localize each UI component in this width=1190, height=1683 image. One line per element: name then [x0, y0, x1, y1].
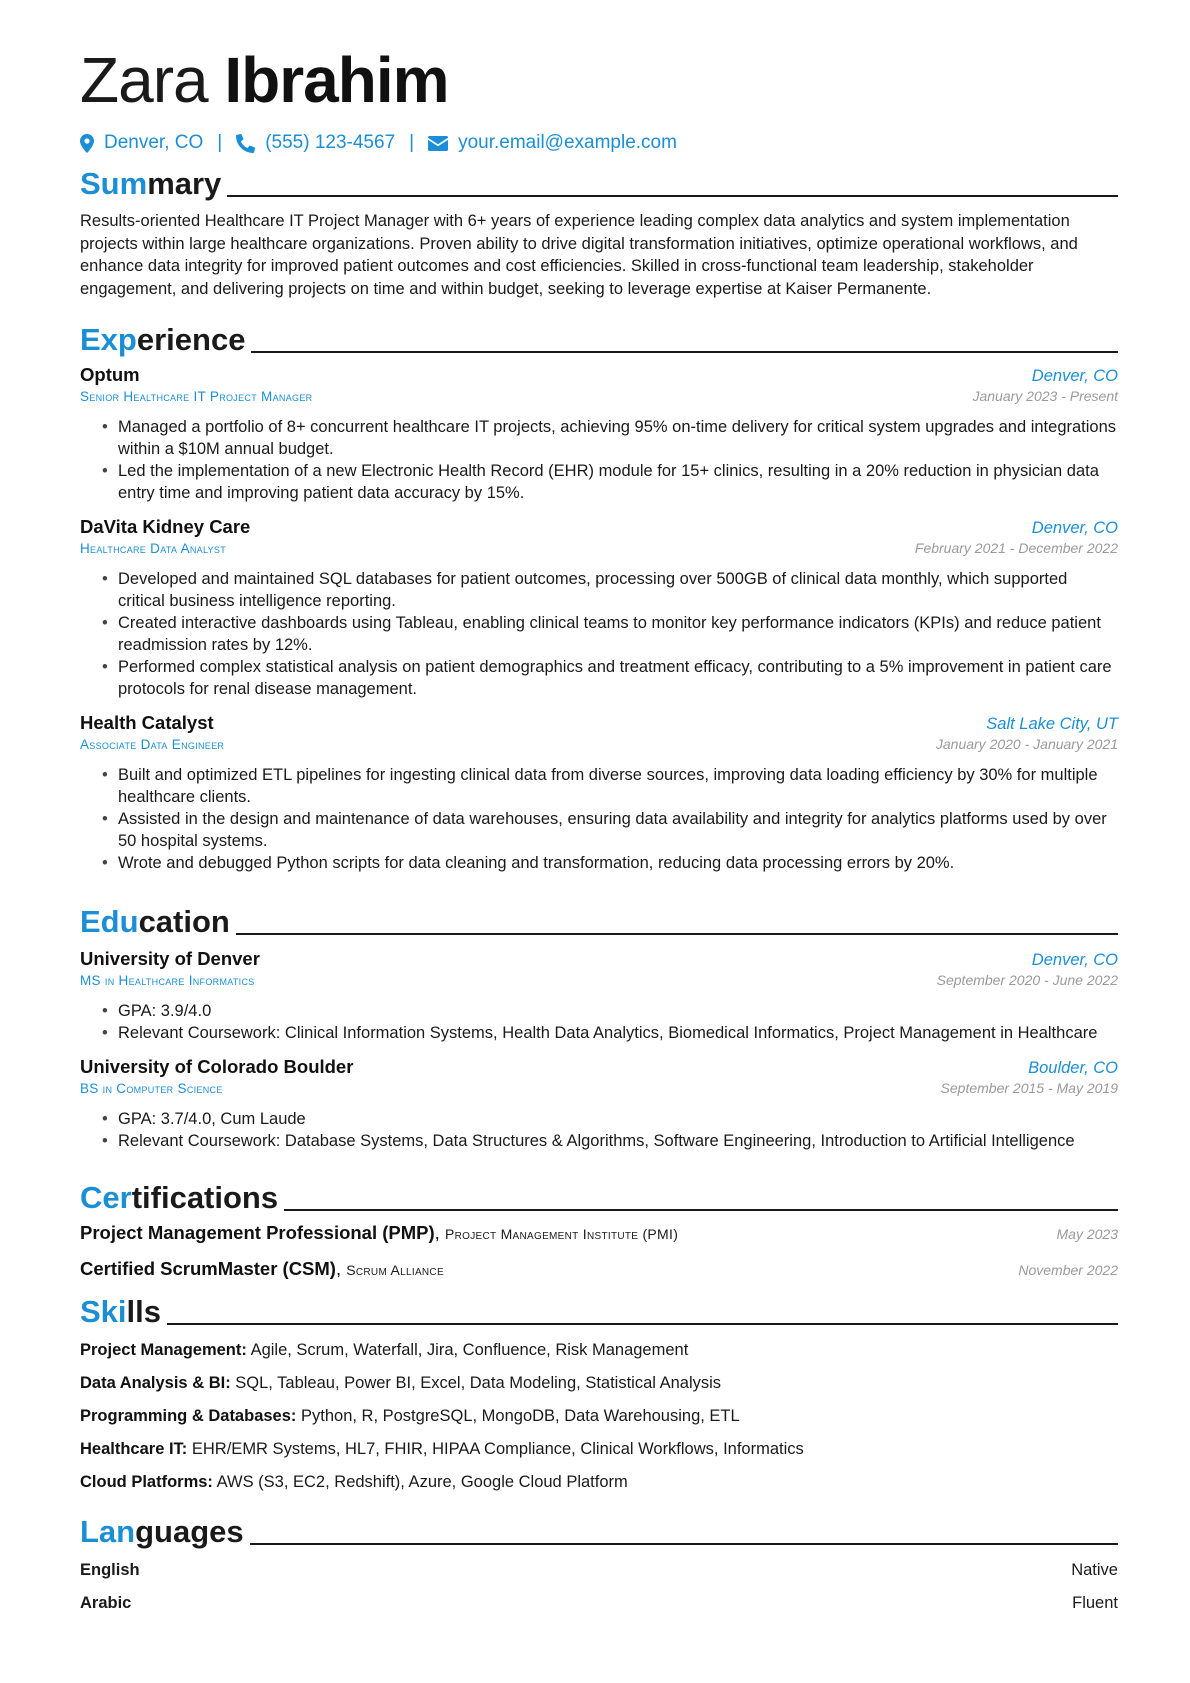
section-rule	[251, 351, 1118, 353]
company-name: DaVita Kidney Care	[80, 516, 251, 537]
map-marker-icon	[80, 134, 94, 153]
job-bullet: • Developed and maintained SQL databases for patient outcomes, processing over 500GB of clinical data monthly, which supported critical business intelligence reporting.	[118, 568, 1118, 612]
skill-values: Agile, Scrum, Waterfall, Jira, Confluence, Risk Management	[250, 1341, 689, 1359]
certification-issuer: Scrum Alliance	[346, 1262, 444, 1278]
section-header	[80, 318, 1118, 358]
section-header	[80, 1176, 1118, 1216]
section-title: Summary	[80, 166, 222, 201]
job-bullet: • Led the implementation of a new Electronic Health Record (EHR) module for 15+ clinics, resulting in a 20% reduction in physician data entry time and improving patient data accuracy by 15%.	[118, 460, 1118, 504]
school-dates: September 2015 - May 2019	[940, 1080, 1118, 1096]
contact-phone[interactable]	[236, 132, 395, 154]
section-title: Experience	[80, 322, 246, 357]
skills-section	[80, 1290, 1118, 1499]
school-dates: September 2020 - June 2022	[936, 972, 1118, 988]
section-title: Education	[80, 904, 230, 939]
skill-row	[80, 1466, 1118, 1499]
degree: MS in Healthcare Informatics	[80, 973, 255, 988]
school-bullet: • Relevant Coursework: Database Systems, Data Structures & Algorithms, Software Engineering, Introduction to Artificial Intelligence	[118, 1130, 1118, 1152]
language-row	[80, 1587, 1118, 1620]
skill-category: Cloud Platforms:	[80, 1473, 213, 1491]
school-entry	[80, 948, 1118, 1044]
job-bullet: • Created interactive dashboards using Tableau, enabling clinical teams to monitor key performance indicators (KPIs) and reduce patient readmission rates by 12%.	[118, 612, 1118, 656]
job-bullet: • Wrote and debugged Python scripts for data cleaning and transformation, reducing data processing errors by 20%.	[118, 852, 1118, 874]
school-name: University of Denver	[80, 948, 260, 969]
contact-separator: |	[217, 132, 223, 153]
section-header	[80, 1510, 1118, 1550]
skill-values: Python, R, PostgreSQL, MongoDB, Data Warehousing, ETL	[301, 1407, 740, 1425]
certification-item: Certified ScrumMaster (CSM), Scrum Alliance November 2022	[80, 1258, 1118, 1279]
summary-text: Results-oriented Healthcare IT Project Manager with 6+ years of experience leading complex data analytics and system implementation projects within large healthcare organizations. Proven ability to drive digital transformation initiatives, optimize operational workflows, and enhance data integrity for improved patient outcomes and cost efficiencies. Skilled in cross-functional team leadership, stakeholder engagement, and delivering projects on time and within budget, seeking to leverage expertise at Kaiser Permanente.	[80, 212, 1078, 298]
skill-values: EHR/EMR Systems, HL7, FHIR, HIPAA Compliance, Clinical Workflows, Informatics	[191, 1440, 804, 1458]
school-entry	[80, 1056, 1118, 1152]
location-text: Denver, CO	[104, 132, 204, 153]
company-name: Health Catalyst	[80, 712, 214, 733]
last-name: Ibrahim	[224, 44, 449, 116]
skill-row	[80, 1367, 1118, 1400]
first-name: Zara	[80, 44, 208, 116]
skill-category: Data Analysis & BI:	[80, 1374, 231, 1392]
job-bullets	[80, 764, 1118, 874]
skill-category: Programming & Databases:	[80, 1407, 297, 1425]
language-name: Arabic	[80, 1594, 132, 1612]
job-bullets	[80, 416, 1118, 504]
section-header	[80, 162, 1118, 202]
contact-separator: |	[409, 132, 415, 153]
section-rule	[236, 933, 1118, 935]
degree: BS in Computer Science	[80, 1081, 223, 1096]
section-rule	[250, 1543, 1118, 1545]
section-rule	[167, 1323, 1118, 1325]
certifications-section	[80, 1176, 1118, 1294]
phone-text: (555) 123-4567	[265, 132, 396, 153]
school-location: Denver, CO	[1031, 951, 1118, 969]
job-title: Senior Healthcare IT Project Manager	[80, 389, 313, 404]
job-bullet: • Managed a portfolio of 8+ concurrent healthcare IT projects, achieving 95% on-time delivery for critical system upgrades and integrations within a $10M annual budget.	[118, 416, 1118, 460]
job-entry	[80, 364, 1118, 504]
language-level: Native	[1071, 1561, 1118, 1579]
section-header	[80, 900, 1118, 940]
job-location: Salt Lake City, UT	[986, 715, 1118, 733]
skill-category: Healthcare IT:	[80, 1440, 188, 1458]
skill-row	[80, 1400, 1118, 1433]
job-title: Healthcare Data Analyst	[80, 541, 227, 556]
candidate-name	[80, 40, 449, 120]
certification-date: November 2022	[1018, 1262, 1118, 1278]
job-bullet: • Built and optimized ETL pipelines for ingesting clinical data from diverse sources, improving data loading efficiency by 30% for multiple healthcare clients.	[118, 764, 1118, 808]
job-entry	[80, 516, 1118, 700]
school-bullets	[80, 1108, 1118, 1152]
school-name: University of Colorado Boulder	[80, 1056, 354, 1077]
company-name: Optum	[80, 364, 140, 385]
school-bullets	[80, 1000, 1118, 1044]
skill-row	[80, 1334, 1118, 1367]
certification-name: Certified ScrumMaster (CSM)	[80, 1258, 336, 1279]
language-name: English	[80, 1561, 140, 1579]
section-title: Skills	[80, 1294, 161, 1329]
education-section	[80, 900, 1118, 1152]
language-row	[80, 1554, 1118, 1587]
certification-item: Project Management Professional (PMP), Project Management Institute (PMI) May 2023	[80, 1222, 1118, 1243]
section-title: Certifications	[80, 1180, 279, 1215]
job-title: Associate Data Engineer	[80, 737, 225, 752]
section-rule	[227, 195, 1118, 197]
skill-category: Project Management:	[80, 1341, 247, 1359]
skill-values: SQL, Tableau, Power BI, Excel, Data Modeling, Statistical Analysis	[235, 1374, 722, 1392]
contact-email[interactable]	[428, 132, 677, 154]
languages-list	[80, 1554, 1118, 1620]
job-dates: January 2023 - Present	[972, 388, 1118, 404]
language-level: Fluent	[1072, 1594, 1118, 1612]
school-location: Boulder, CO	[1028, 1059, 1118, 1077]
email-text: your.email@example.com	[458, 132, 677, 153]
job-bullet: • Assisted in the design and maintenance of data warehouses, ensuring data availability and integrity for analytics platforms used by over 50 hospital systems.	[118, 808, 1118, 852]
skill-row	[80, 1433, 1118, 1466]
certification-issuer: Project Management Institute (PMI)	[444, 1226, 679, 1242]
job-location: Denver, CO	[1031, 367, 1118, 385]
job-bullets	[80, 568, 1118, 700]
experience-section	[80, 318, 1118, 874]
section-title: Languages	[80, 1514, 244, 1549]
job-dates: February 2021 - December 2022	[914, 540, 1118, 556]
phone-icon	[236, 134, 255, 153]
section-header	[80, 1290, 1118, 1330]
certification-date: May 2023	[1056, 1226, 1118, 1242]
job-location: Denver, CO	[1031, 519, 1118, 537]
languages-section	[80, 1510, 1118, 1620]
job-dates: January 2020 - January 2021	[935, 736, 1118, 752]
school-bullet: • GPA: 3.7/4.0, Cum Laude	[118, 1108, 1118, 1130]
contact-location	[80, 132, 203, 154]
job-entry	[80, 712, 1118, 874]
summary-section	[80, 162, 1118, 300]
contact-bar	[80, 132, 677, 154]
school-bullet: • Relevant Coursework: Clinical Information Systems, Health Data Analytics, Biomedical Informatics, Project Management in Healthcare	[118, 1022, 1118, 1044]
section-rule	[284, 1209, 1118, 1211]
job-bullet: • Performed complex statistical analysis on patient demographics and treatment efficacy, contributing to a 5% improvement in patient care protocols for renal disease management.	[118, 656, 1118, 700]
school-bullet: • GPA: 3.9/4.0	[118, 1000, 1118, 1022]
skills-list	[80, 1334, 1118, 1499]
envelope-icon	[428, 136, 448, 151]
certification-name: Project Management Professional (PMP)	[80, 1222, 435, 1243]
skill-values: AWS (S3, EC2, Redshift), Azure, Google Cloud Platform	[216, 1473, 628, 1491]
